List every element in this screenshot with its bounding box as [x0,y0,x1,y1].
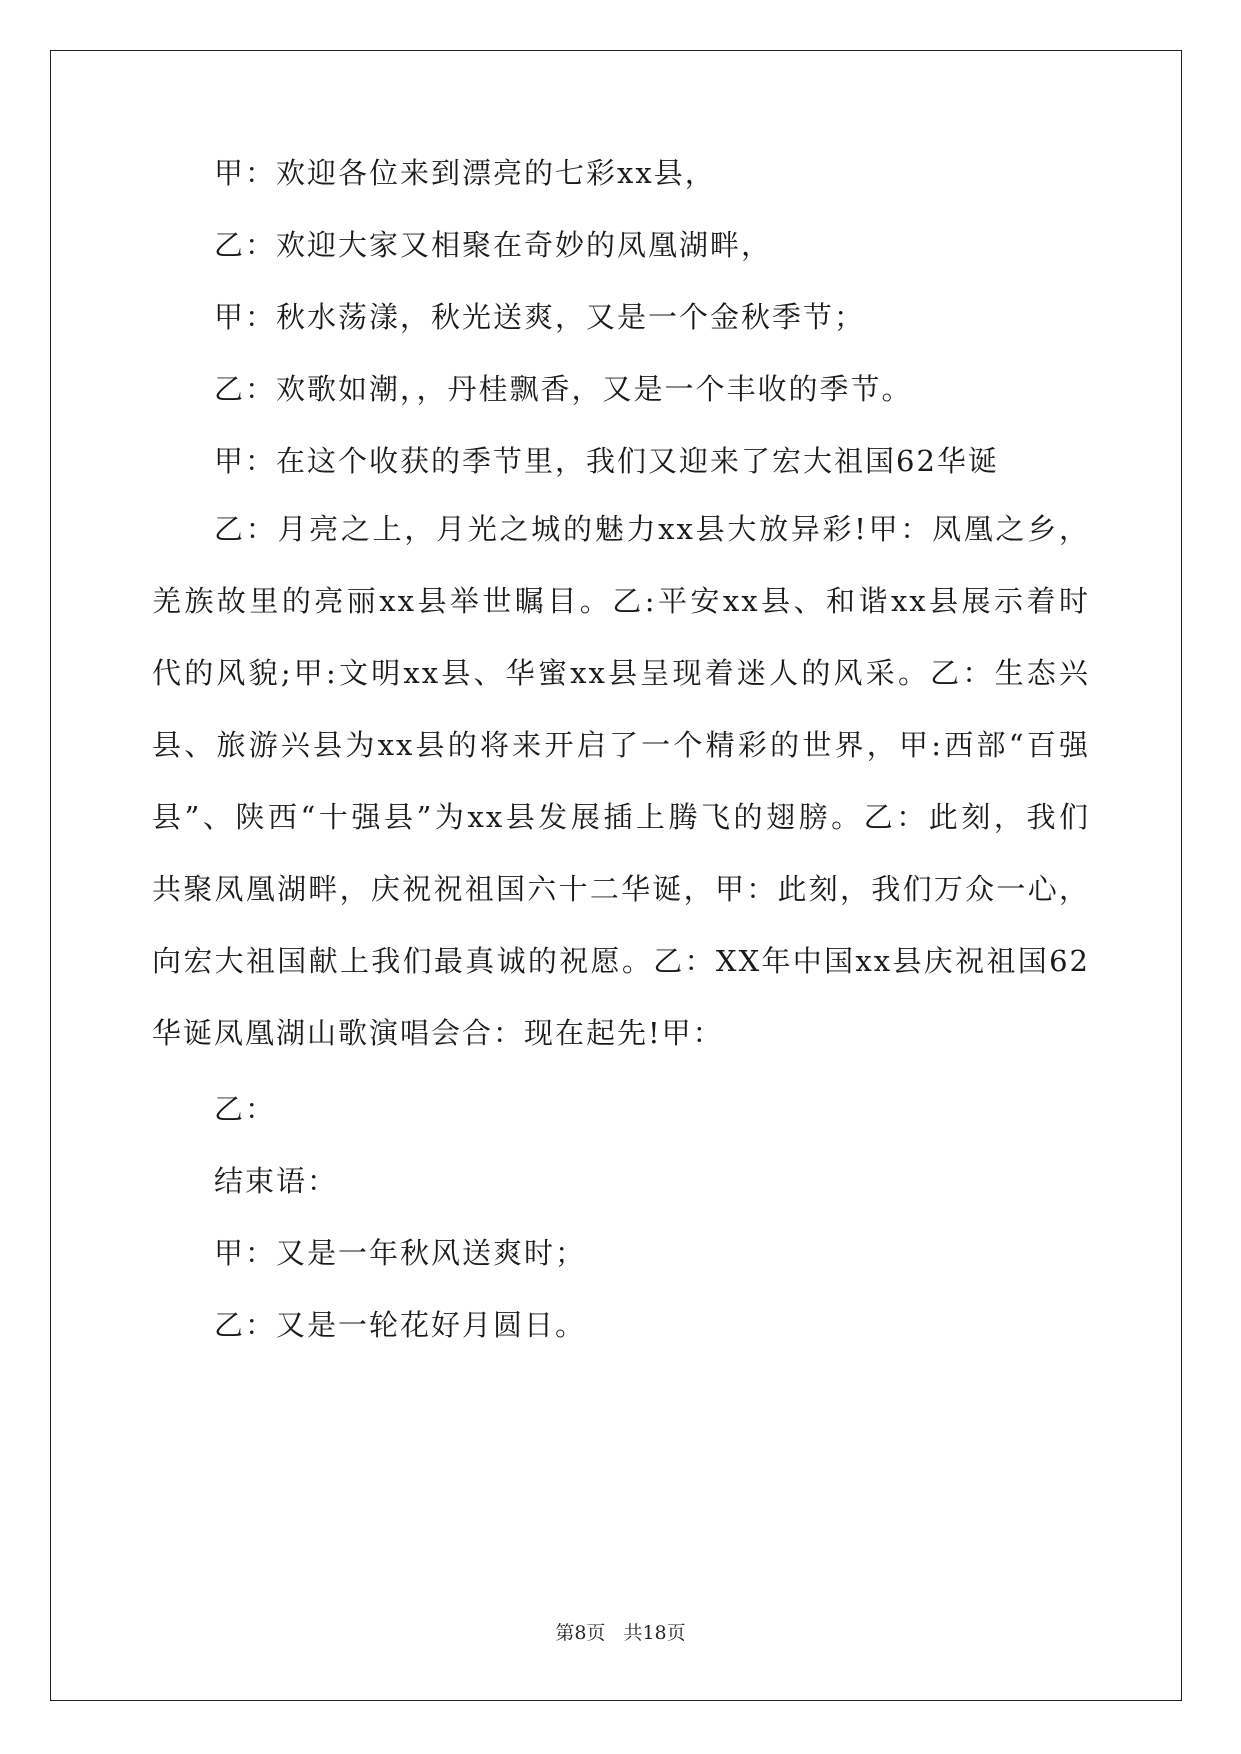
paragraph-5: 甲：在这个收获的季节里，我们又迎来了宏大祖国62华诞 [214,444,999,478]
closing-paragraph-3: 甲：又是一年秋风送爽时； [214,1236,587,1270]
long-paragraph-line-3: 代的风貌;甲:文明xx县、华蜜xx县呈现着迷人的风采。乙：生态兴 [152,656,1090,690]
long-paragraph-line-1: 乙：月亮之上，月光之城的魅力xx县大放异彩!甲：凤凰之乡， [214,512,1090,546]
long-paragraph-line-5: 县”、陕西“十强县”为xx县发展插上腾飞的翅膀。乙：此刻，我们 [152,800,1090,834]
long-paragraph-line-4: 县、旅游兴县为xx县的将来开启了一个精彩的世界，甲:西部“百强 [152,728,1090,762]
long-paragraph-line-7: 向宏大祖国献上我们最真诚的祝愿。乙：XX年中国xx县庆祝祖国62 [152,944,1090,978]
paragraph-4: 乙：欢歌如潮，，丹桂飘香，又是一个丰收的季节。 [214,372,913,406]
paragraph-2: 乙：欢迎大家又相聚在奇妙的凤凰湖畔， [214,228,773,262]
paragraph-3: 甲：秋水荡漾，秋光送爽，又是一个金秋季节； [214,300,866,334]
paragraph-1: 甲：欢迎各位来到漂亮的七彩xx县， [214,156,716,190]
closing-paragraph-4: 乙：又是一轮花好月圆日。 [214,1308,587,1342]
long-paragraph-line-2: 羌族故里的亮丽xx县举世瞩目。乙:平安xx县、和谐xx县展示着时 [152,584,1090,618]
closing-paragraph-1: 乙： [214,1092,277,1126]
page-total: 共18页 [623,1622,686,1644]
page-number: 第8页 [555,1622,606,1644]
long-paragraph-line-6: 共聚凤凰湖畔，庆祝祝祖国六十二华诞，甲：此刻，我们万众一心， [152,872,1090,906]
closing-paragraph-2: 结束语： [214,1164,339,1198]
long-paragraph-line-8: 华诞凤凰湖山歌演唱会合：现在起先!甲： [152,1016,724,1050]
page-footer [0,1618,1241,1645]
long-paragraph [152,493,1090,1069]
